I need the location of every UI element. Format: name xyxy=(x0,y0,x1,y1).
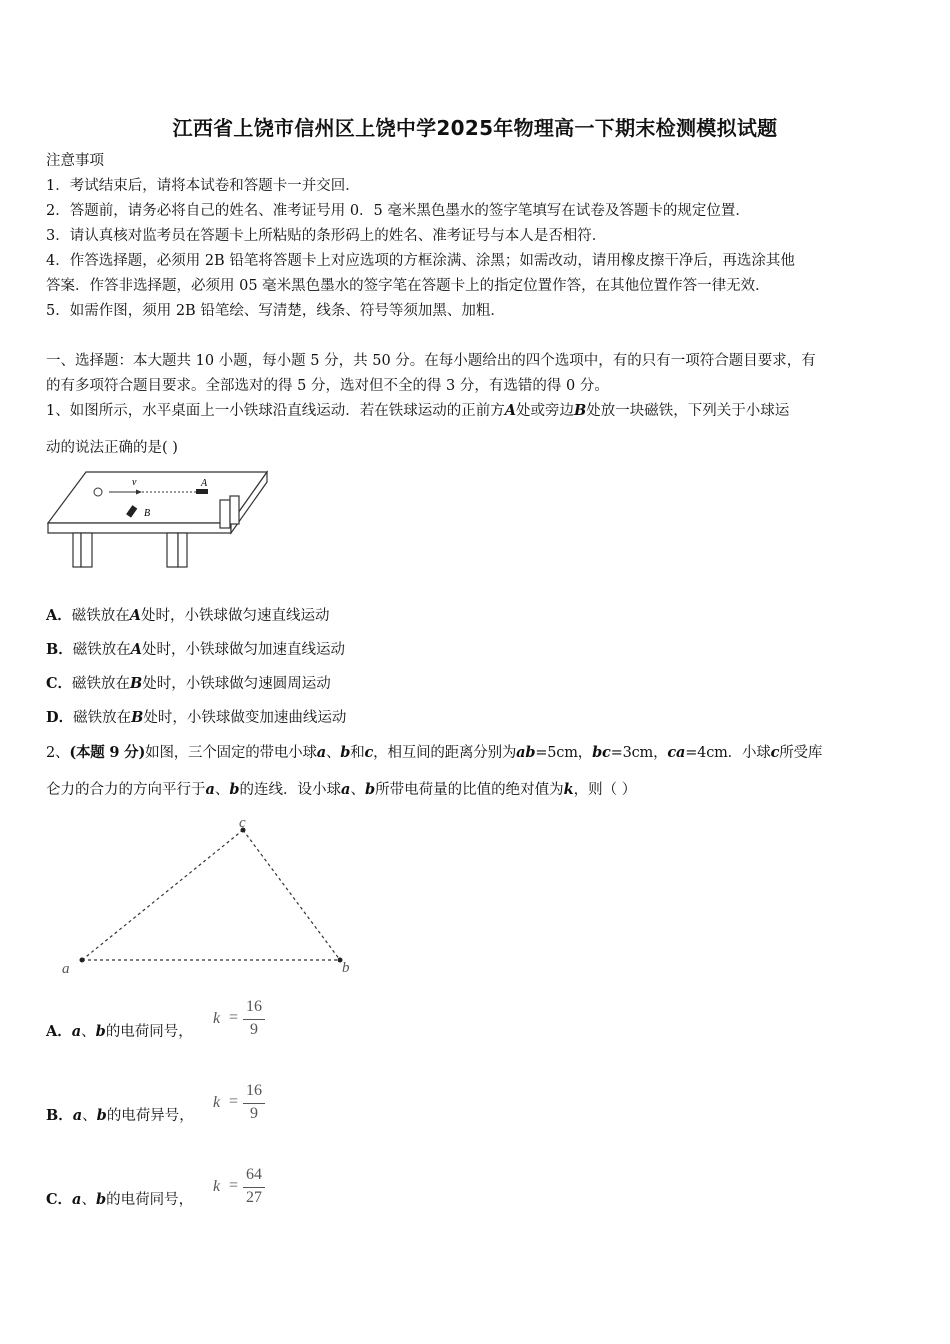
iron-ball xyxy=(94,488,102,496)
fraction-bar xyxy=(243,1187,265,1188)
question-1-stem: 1、如图所示，水平桌面上一小铁球沿直线运动．若在铁球运动的正前方A处或旁边B处放一块磁铁，下列关于小球运 xyxy=(46,402,790,419)
table-leg-front-left xyxy=(73,533,81,567)
notice-item: 3．请认真核对监考员在答题卡上所粘贴的条形码上的姓名、准考证号与本人是否相符． xyxy=(46,228,607,244)
q2-option-a-formula: k = 16 9 xyxy=(213,998,273,1044)
label-b: B xyxy=(144,508,151,519)
label-a: a xyxy=(62,961,70,977)
section-intro: 一、选择题：本大题共 10 小题，每小题 5 分，共 50 分。在每小题给出的四个选项中，有的只有一项符合题目要求，有 xyxy=(46,353,816,369)
question-2-stem: 2、(本题 9 分)如图，三个固定的带电小球a、b和c，相互间的距离分别为ab=5cm，bc=3cm，ca=4cm．小球c所受库 xyxy=(46,744,823,761)
page-title: 江西省上饶市信州区上饶中学2025年物理高一下期末检测模拟试题 xyxy=(172,116,778,140)
question-2-stem-line2: 仑力的合力的方向平行于a、b的连线．设小球a、b所带电荷量的比值的绝对值为k，则（ ） xyxy=(46,781,637,798)
question-1-stem-line2: 动的说法正确的是( ) xyxy=(46,440,178,456)
table-figure xyxy=(46,468,271,572)
fraction-bar xyxy=(243,1019,265,1020)
q2-option-c[interactable]: C．a、b的电荷同号， xyxy=(46,1191,194,1208)
ball-a xyxy=(80,958,85,963)
table-leg-front-left-side xyxy=(81,533,92,567)
line-ac xyxy=(82,830,243,960)
q2-option-c-formula: k = 64 27 xyxy=(213,1166,273,1212)
table-edge-front xyxy=(48,523,231,533)
q1-option-c[interactable]: C．磁铁放在B处时，小铁球做匀速圆周运动 xyxy=(46,675,331,692)
notice-item: 4．作答选择题，必须用 2B 铅笔将答题卡上对应选项的方框涂满、涂黑；如需改动，请用橡皮擦干净后，再选涂其他 xyxy=(46,253,795,269)
notice-item: 1．考试结束后，请将本试卷和答题卡一并交回． xyxy=(46,178,360,194)
q2-option-b[interactable]: B．a、b的电荷异号， xyxy=(46,1107,194,1124)
q2-option-a[interactable]: A．a、b的电荷同号， xyxy=(46,1023,193,1040)
q1-option-a[interactable]: A．磁铁放在A处时，小铁球做匀速直线运动 xyxy=(46,607,330,624)
velocity-label: v xyxy=(132,477,137,488)
table-leg-back-right-side xyxy=(230,496,239,524)
label-b: b xyxy=(342,960,350,976)
label-a: A xyxy=(201,478,208,489)
q1-option-b[interactable]: B．磁铁放在A处时，小铁球做匀加速直线运动 xyxy=(46,641,346,658)
section-intro: 的有多项符合题目要求。全部选对的得 5 分，选对但不全的得 3 分，有选错的得 0 分。 xyxy=(46,378,609,394)
notice-heading: 注意事项 xyxy=(46,153,104,169)
magnet-a xyxy=(196,489,208,494)
table-leg-front-right xyxy=(167,533,178,567)
notice-item: 2．答题前，请务必将自己的姓名、准考证号用 0．5 毫米黑色墨水的签字笔填写在试卷及答题卡的规定位置． xyxy=(46,203,750,219)
fraction-bar xyxy=(243,1103,265,1104)
line-cb xyxy=(243,830,340,960)
table-leg-back-right xyxy=(220,500,230,528)
notice-item: 5．如需作图，须用 2B 铅笔绘、写清楚，线条、符号等须加黑、加粗． xyxy=(46,303,505,319)
triangle-figure xyxy=(55,810,360,980)
notice-item: 答案．作答非选择题，必须用 05 毫米黑色墨水的签字笔在答题卡上的指定位置作答，在其他位置作答一律无效． xyxy=(46,278,770,294)
q1-option-d[interactable]: D．磁铁放在B处时，小铁球做变加速曲线运动 xyxy=(46,709,347,726)
q2-option-b-formula: k = 16 9 xyxy=(213,1082,273,1128)
table-leg-front-right-side xyxy=(178,533,187,567)
label-c: c xyxy=(239,815,246,831)
